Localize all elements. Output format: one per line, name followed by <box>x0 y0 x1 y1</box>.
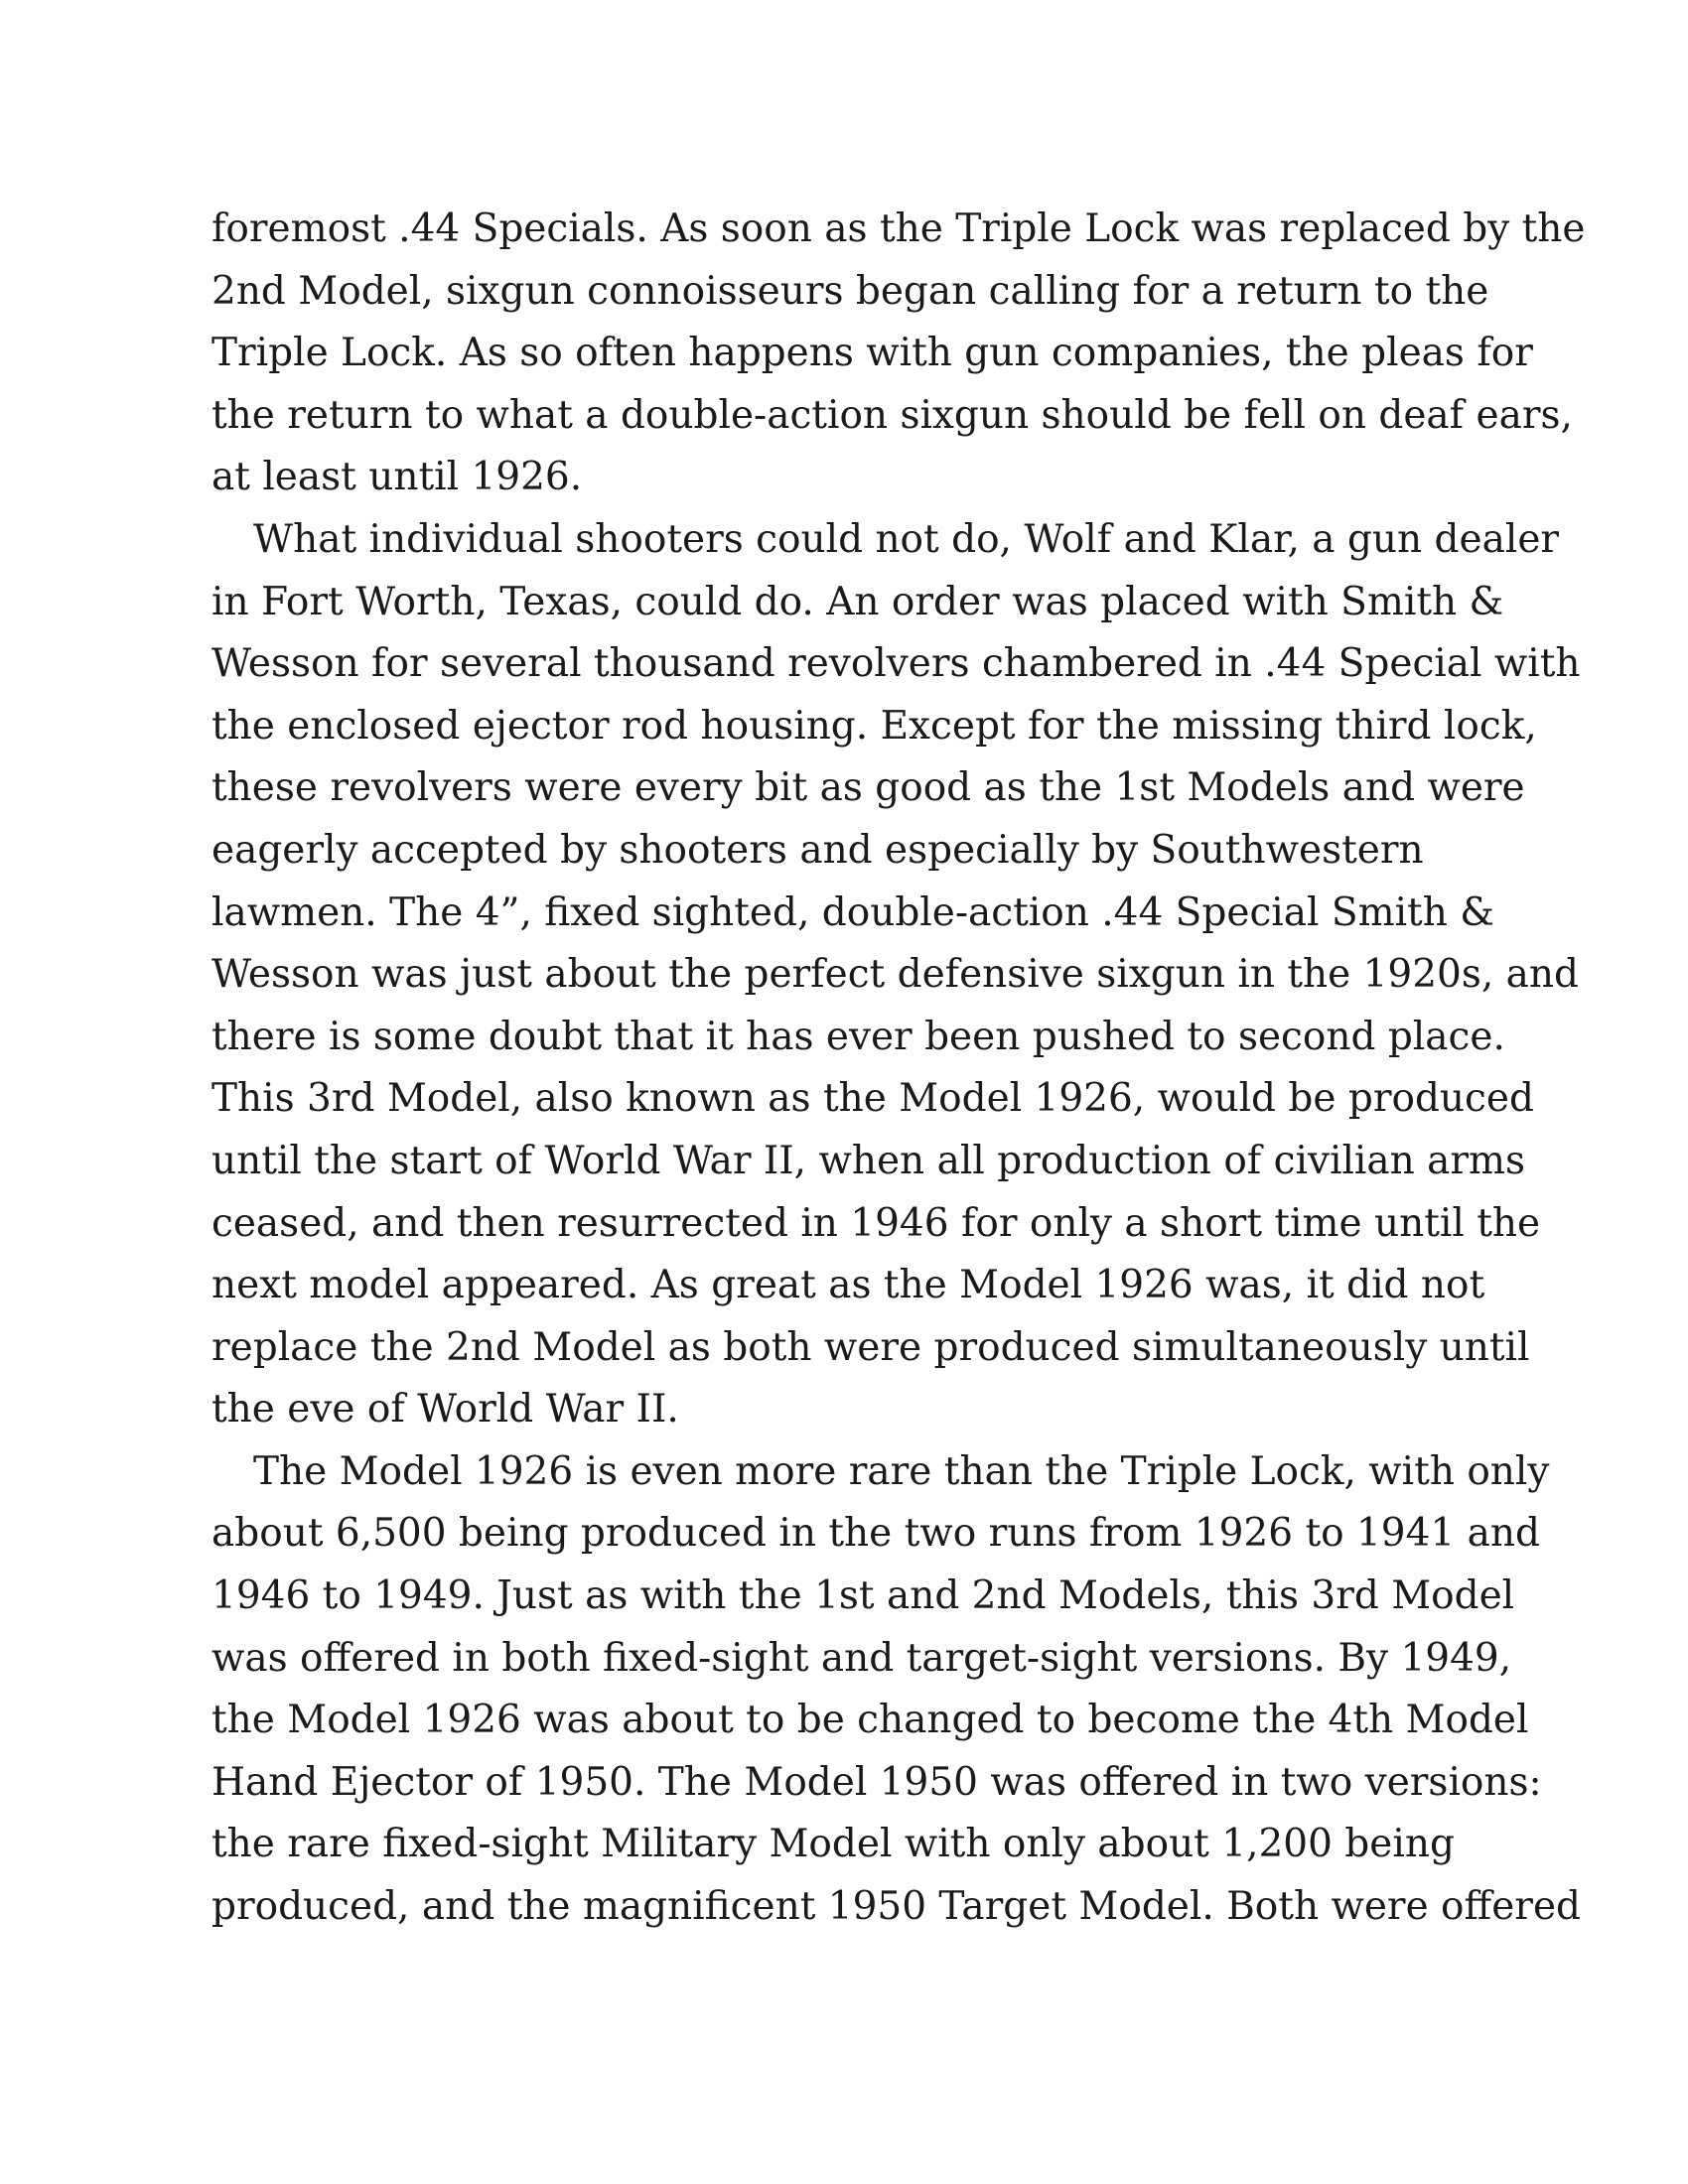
document-page <box>211 199 1586 1939</box>
text-line: eagerly accepted by shooters and especially by Southwestern <box>211 827 1424 873</box>
text-line: until the start of World War II, when all production of civilian arms <box>211 1138 1526 1183</box>
text-line: Wesson was just about the perfect defensive sixgun in the 1920s, and <box>211 952 1580 998</box>
paragraph-1 <box>211 199 1586 509</box>
text-line: Hand Ejector of 1950. The Model 1950 was offered in two versions: <box>211 1759 1542 1805</box>
paragraph-2 <box>211 509 1581 1441</box>
text-line: the Model 1926 was about to be changed to become the 4th Model <box>211 1698 1529 1743</box>
text-line: the return to what a double-action sixgun should be fell on deaf ears, <box>211 392 1573 438</box>
text-line: the eve of World War II. <box>211 1387 679 1433</box>
text-line: the enclosed ejector rod housing. Except for the missing third lock, <box>211 703 1537 749</box>
text-line: replace the 2nd Model as both were produced simultaneously until <box>211 1324 1530 1370</box>
paragraph-3 <box>211 1441 1581 1939</box>
text-line: at least until 1926. <box>211 455 583 500</box>
text-line: Wesson for several thousand revolvers chambered in .44 Special with <box>211 641 1581 687</box>
text-line: ceased, and then resurrected in 1946 for only a short time until the <box>211 1200 1541 1246</box>
text-line: Triple Lock. As so often happens with gun companies, the pleas for <box>211 331 1533 376</box>
text-line: This 3rd Model, also known as the Model 1926, would be produced <box>211 1076 1534 1122</box>
text-line: about 6,500 being produced in the two runs from 1926 to 1941 and <box>211 1511 1540 1557</box>
text-line: was offered in both fixed-sight and target-sight versions. By 1949, <box>211 1635 1512 1681</box>
text-line: these revolvers were every bit as good as the 1st Models and were <box>211 765 1525 811</box>
text-line: lawmen. The 4”, fixed sighted, double-action .44 Special Smith & <box>211 889 1494 935</box>
text-line: foremost .44 Specials. As soon as the Triple Lock was replaced by the <box>211 206 1586 251</box>
text-line: in Fort Worth, Texas, could do. An order was placed with Smith & <box>211 579 1504 624</box>
text-line: there is some doubt that it has ever been pushed to second place. <box>211 1014 1505 1059</box>
text-line: The Model 1926 is even more rare than the Triple Lock, with only <box>253 1448 1550 1494</box>
text-line: 1946 to 1949. Just as with the 1st and 2nd Models, this 3rd Model <box>211 1573 1515 1619</box>
text-line: 2nd Model, sixgun connoisseurs began calling for a return to the <box>211 268 1489 314</box>
text-line: next model appeared. As great as the Model 1926 was, it did not <box>211 1263 1485 1308</box>
text-line: produced, and the magnificent 1950 Target Model. Both were offered <box>211 1884 1581 1930</box>
text-line: What individual shooters could not do, Wolf and Klar, a gun dealer <box>253 516 1560 562</box>
text-line: the rare fixed-sight Military Model with only about 1,200 being <box>211 1822 1455 1867</box>
